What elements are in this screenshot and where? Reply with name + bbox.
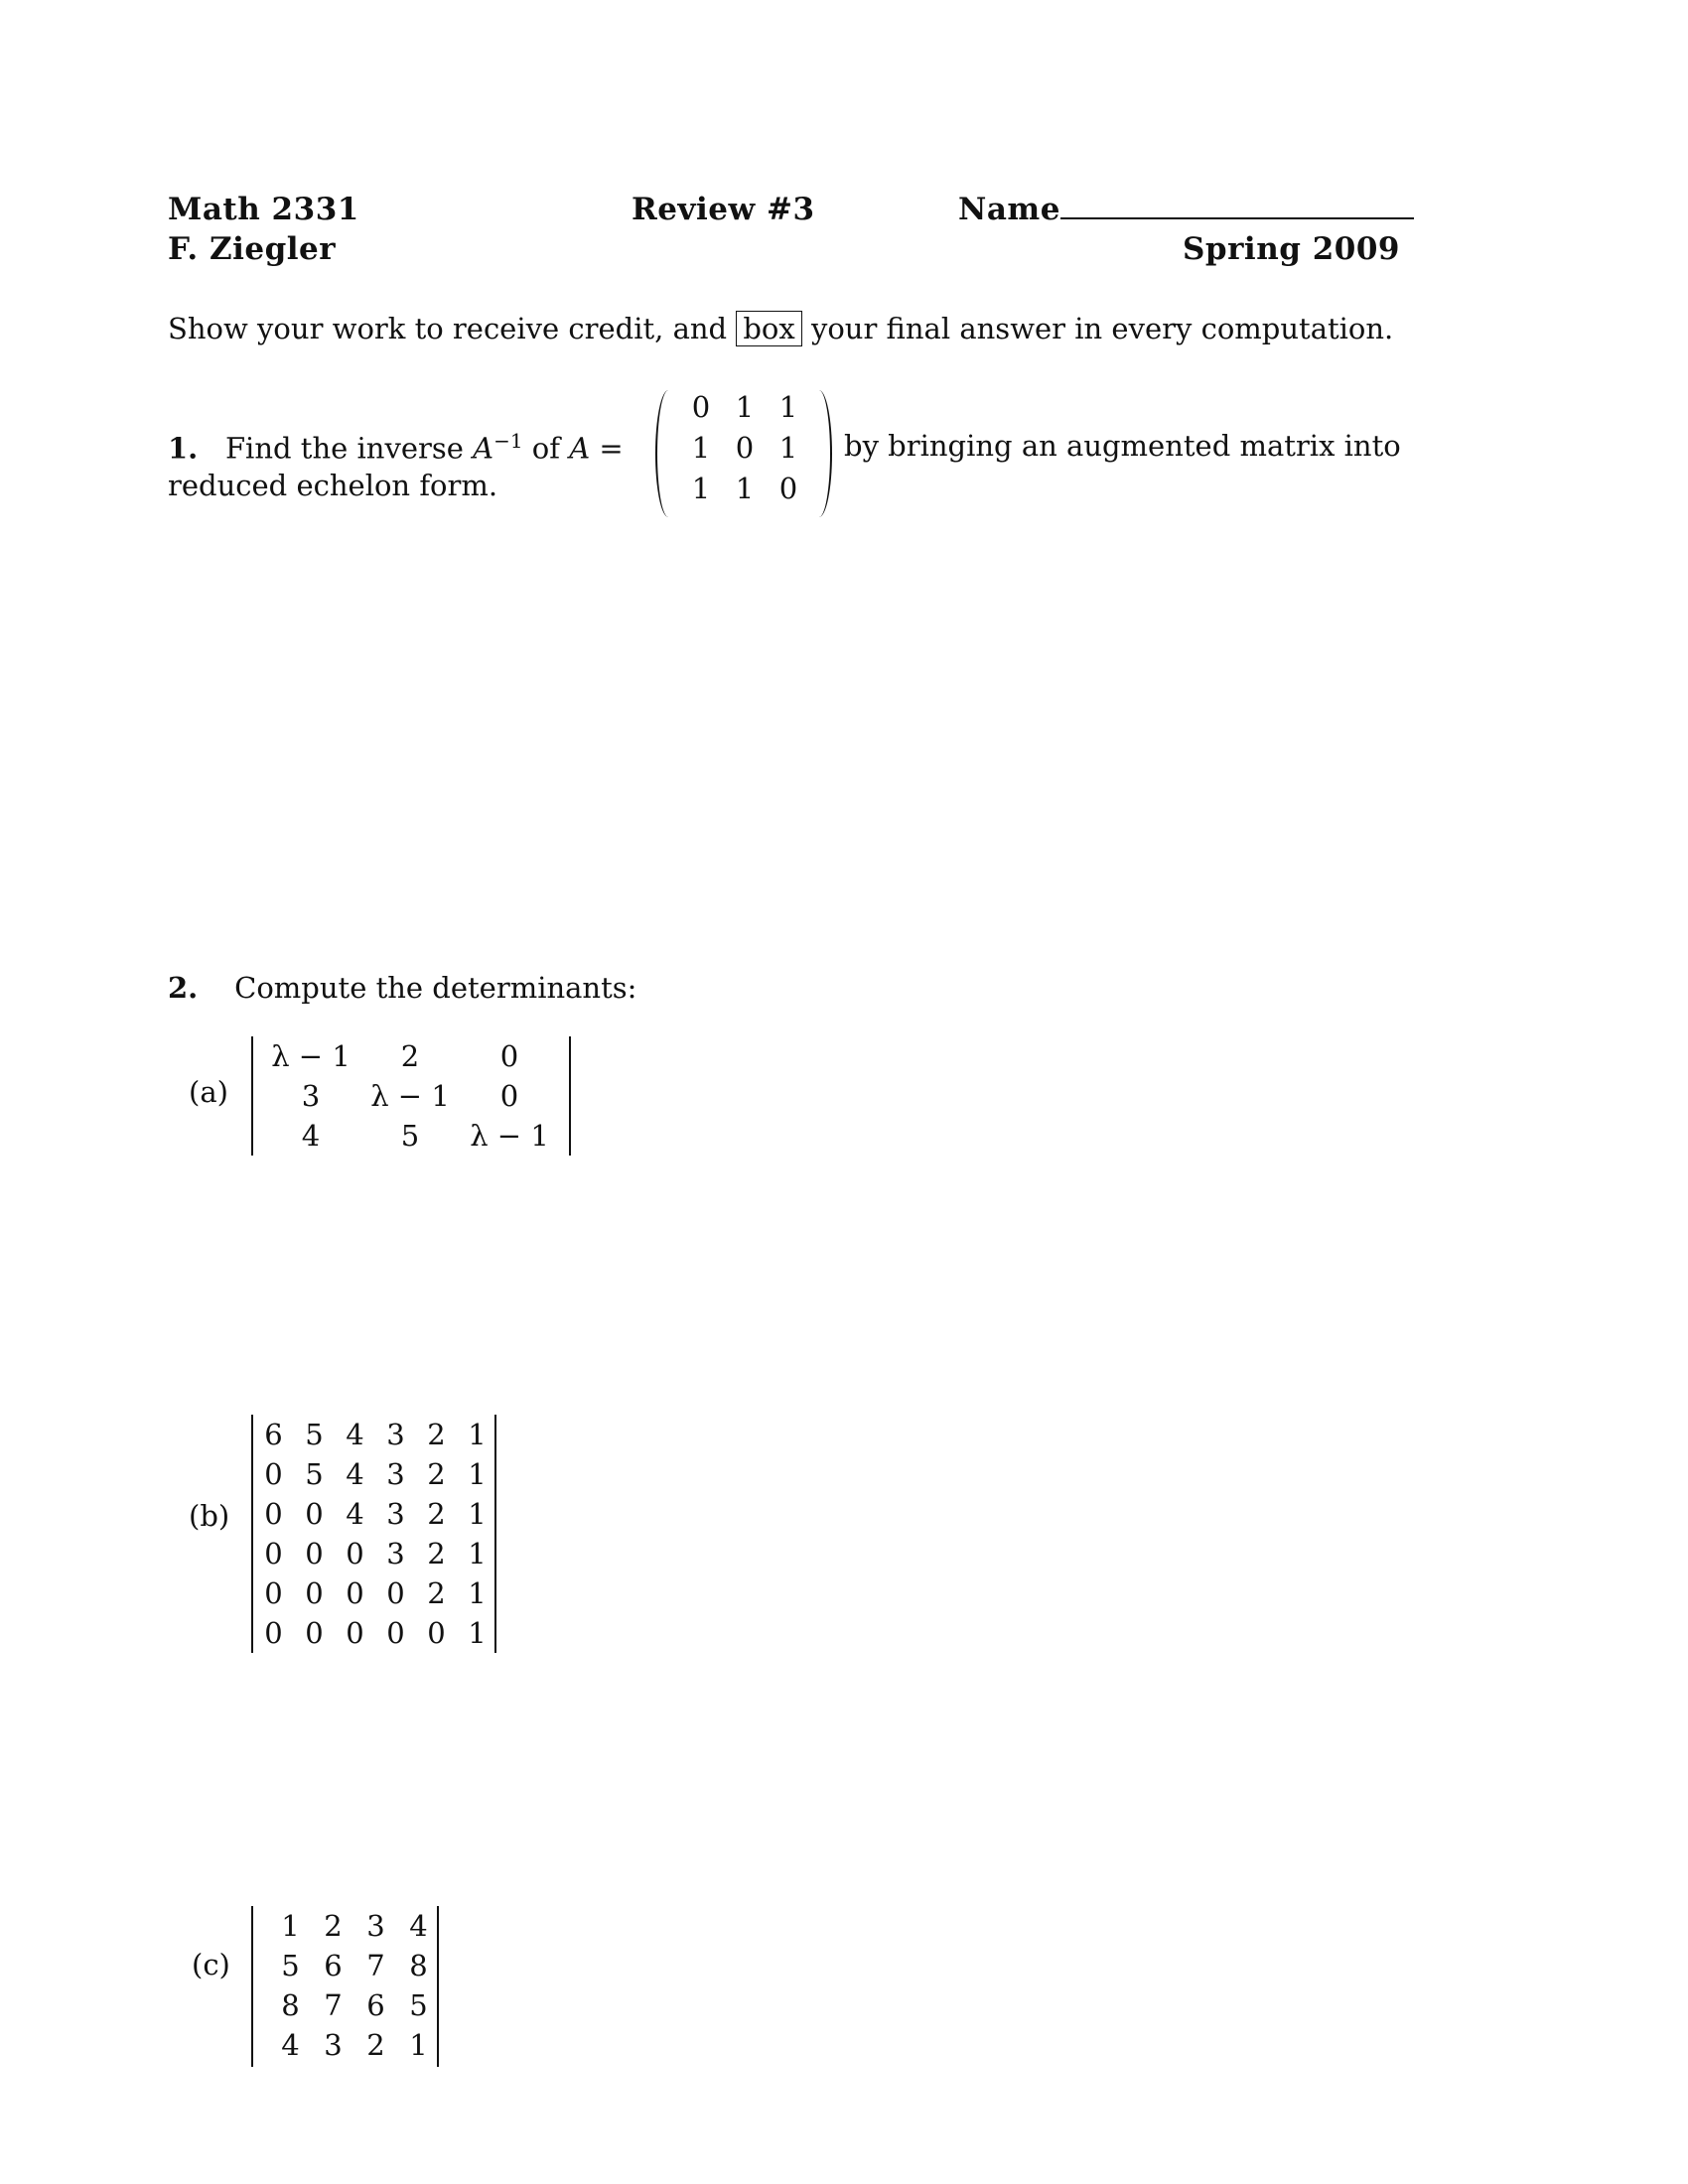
matrix-symbol: A (569, 431, 591, 466)
matrix-cell: 1 (281, 1909, 300, 1943)
matrix-cell: 1 (468, 1418, 487, 1451)
term: Spring 2009 (1183, 231, 1400, 267)
matrix-cell: 0 (499, 1039, 519, 1073)
equals-sign: = (599, 431, 624, 466)
matrix-cell: 3 (386, 1457, 405, 1491)
matrix-cell: 2 (400, 1039, 420, 1073)
name-label: Name (958, 192, 1060, 227)
matrix-cell: λ − 1 (271, 1039, 351, 1073)
matrix-cell: 1 (468, 1616, 487, 1650)
matrix-a (655, 390, 832, 517)
matrix-cell: 4 (346, 1457, 364, 1491)
matrix-cell: 1 (409, 2028, 428, 2062)
matrix-cell: 3 (366, 1909, 385, 1943)
matrix-cell: λ − 1 (470, 1119, 549, 1153)
part-b-label: (b) (189, 1499, 230, 1533)
matrix-cell: 2 (427, 1497, 446, 1531)
matrix-cell: 5 (281, 1949, 300, 1982)
matrix-cell: λ − 1 (370, 1079, 450, 1113)
matrix-cell: 0 (305, 1616, 324, 1650)
part-a-label: (a) (189, 1075, 228, 1109)
matrix-cell: 4 (301, 1119, 321, 1153)
matrix-cell: 0 (346, 1616, 364, 1650)
matrix-cell: 0 (305, 1537, 324, 1570)
right-paren (810, 390, 832, 517)
matrix-cell: 0 (386, 1576, 405, 1610)
matrix-cell: 3 (386, 1418, 405, 1451)
matrix-cell: 2 (324, 1909, 343, 1943)
matrix-cell: 5 (305, 1457, 324, 1491)
matrix-cell: 2 (366, 2028, 385, 2062)
matrix-cell: 0 (264, 1497, 283, 1531)
name-field[interactable] (958, 192, 1414, 227)
matrix-cell: 4 (346, 1497, 364, 1531)
matrix-cell: 2 (427, 1537, 446, 1570)
matrix-cell: 1 (468, 1497, 487, 1531)
problem-1-line-1 (168, 429, 624, 466)
matrix-cell: 0 (691, 390, 711, 424)
instructions-text-before: Show your work to receive credit, and (168, 312, 728, 345)
matrix-cell: 6 (264, 1418, 283, 1451)
matrix-cell: 0 (346, 1537, 364, 1570)
matrix-cell: 1 (468, 1576, 487, 1610)
name-blank-line[interactable] (1060, 198, 1414, 219)
matrix-cell: 6 (324, 1949, 343, 1982)
matrix-cell: 0 (264, 1576, 283, 1610)
matrix-cell: 0 (264, 1616, 283, 1650)
matrix-cell: 1 (735, 390, 755, 424)
matrix-cell: 7 (366, 1949, 385, 1982)
instructor-name: F. Ziegler (168, 231, 337, 267)
problem-2-number: 2. (168, 971, 199, 1005)
course-number: Math 2331 (168, 192, 359, 227)
boxed-word: box (736, 311, 801, 346)
matrix-cell: 0 (305, 1576, 324, 1610)
matrix-cell: 1 (735, 472, 755, 505)
matrix-cell: 1 (468, 1457, 487, 1491)
matrix-cell: 3 (386, 1537, 405, 1570)
matrix-cell: 3 (324, 2028, 343, 2062)
matrix-cell: 7 (324, 1988, 343, 2022)
determinant-b (251, 1415, 496, 1653)
matrix-cell: 1 (778, 431, 798, 465)
problem-2-text: Compute the determinants: (234, 971, 637, 1005)
inverse-exponent: −1 (493, 429, 523, 453)
problem-1-line-2: reduced echelon form. (168, 469, 498, 502)
matrix-cell: 1 (778, 390, 798, 424)
determinant-c (251, 1906, 439, 2067)
matrix-cell: 0 (499, 1079, 519, 1113)
problem-1-number: 1. (168, 431, 199, 466)
of-text: of (531, 431, 560, 466)
matrix-cell: 0 (264, 1457, 283, 1491)
matrix-cell: 0 (264, 1537, 283, 1570)
problem-1-text-after: by bringing an augmented matrix into (844, 429, 1401, 463)
matrix-cell: 1 (468, 1537, 487, 1570)
matrix-cell: 0 (346, 1576, 364, 1610)
matrix-cell: 5 (409, 1988, 428, 2022)
matrix-cell: 5 (305, 1418, 324, 1451)
matrix-cell: 2 (427, 1576, 446, 1610)
matrix-cell: 5 (400, 1119, 420, 1153)
matrix-cell: 4 (281, 2028, 300, 2062)
matrix-cell: 1 (691, 431, 711, 465)
problem-2-heading (168, 971, 636, 1005)
part-c-label: (c) (192, 1948, 230, 1981)
matrix-cell: 6 (366, 1988, 385, 2022)
instructions (168, 312, 1393, 345)
matrix-cell: 2 (427, 1457, 446, 1491)
review-title: Review #3 (632, 192, 815, 227)
matrix-cell: 0 (305, 1497, 324, 1531)
matrix-cell: 4 (346, 1418, 364, 1451)
problem-1-text: Find the inverse (224, 431, 464, 466)
determinant-a (251, 1036, 571, 1156)
matrix-cell: 2 (427, 1418, 446, 1451)
instructions-text-after: your final answer in every computation. (810, 312, 1394, 345)
matrix-cell: 0 (427, 1616, 446, 1650)
inverse-symbol: A (473, 431, 494, 466)
matrix-cell: 0 (778, 472, 798, 505)
matrix-cell: 4 (409, 1909, 428, 1943)
matrix-cell: 8 (409, 1949, 428, 1982)
matrix-cell: 3 (386, 1497, 405, 1531)
matrix-cell: 3 (301, 1079, 321, 1113)
matrix-cell: 1 (691, 472, 711, 505)
matrix-cell: 0 (386, 1616, 405, 1650)
left-paren (655, 390, 677, 517)
matrix-cell: 0 (735, 431, 755, 465)
matrix-cell: 8 (281, 1988, 300, 2022)
